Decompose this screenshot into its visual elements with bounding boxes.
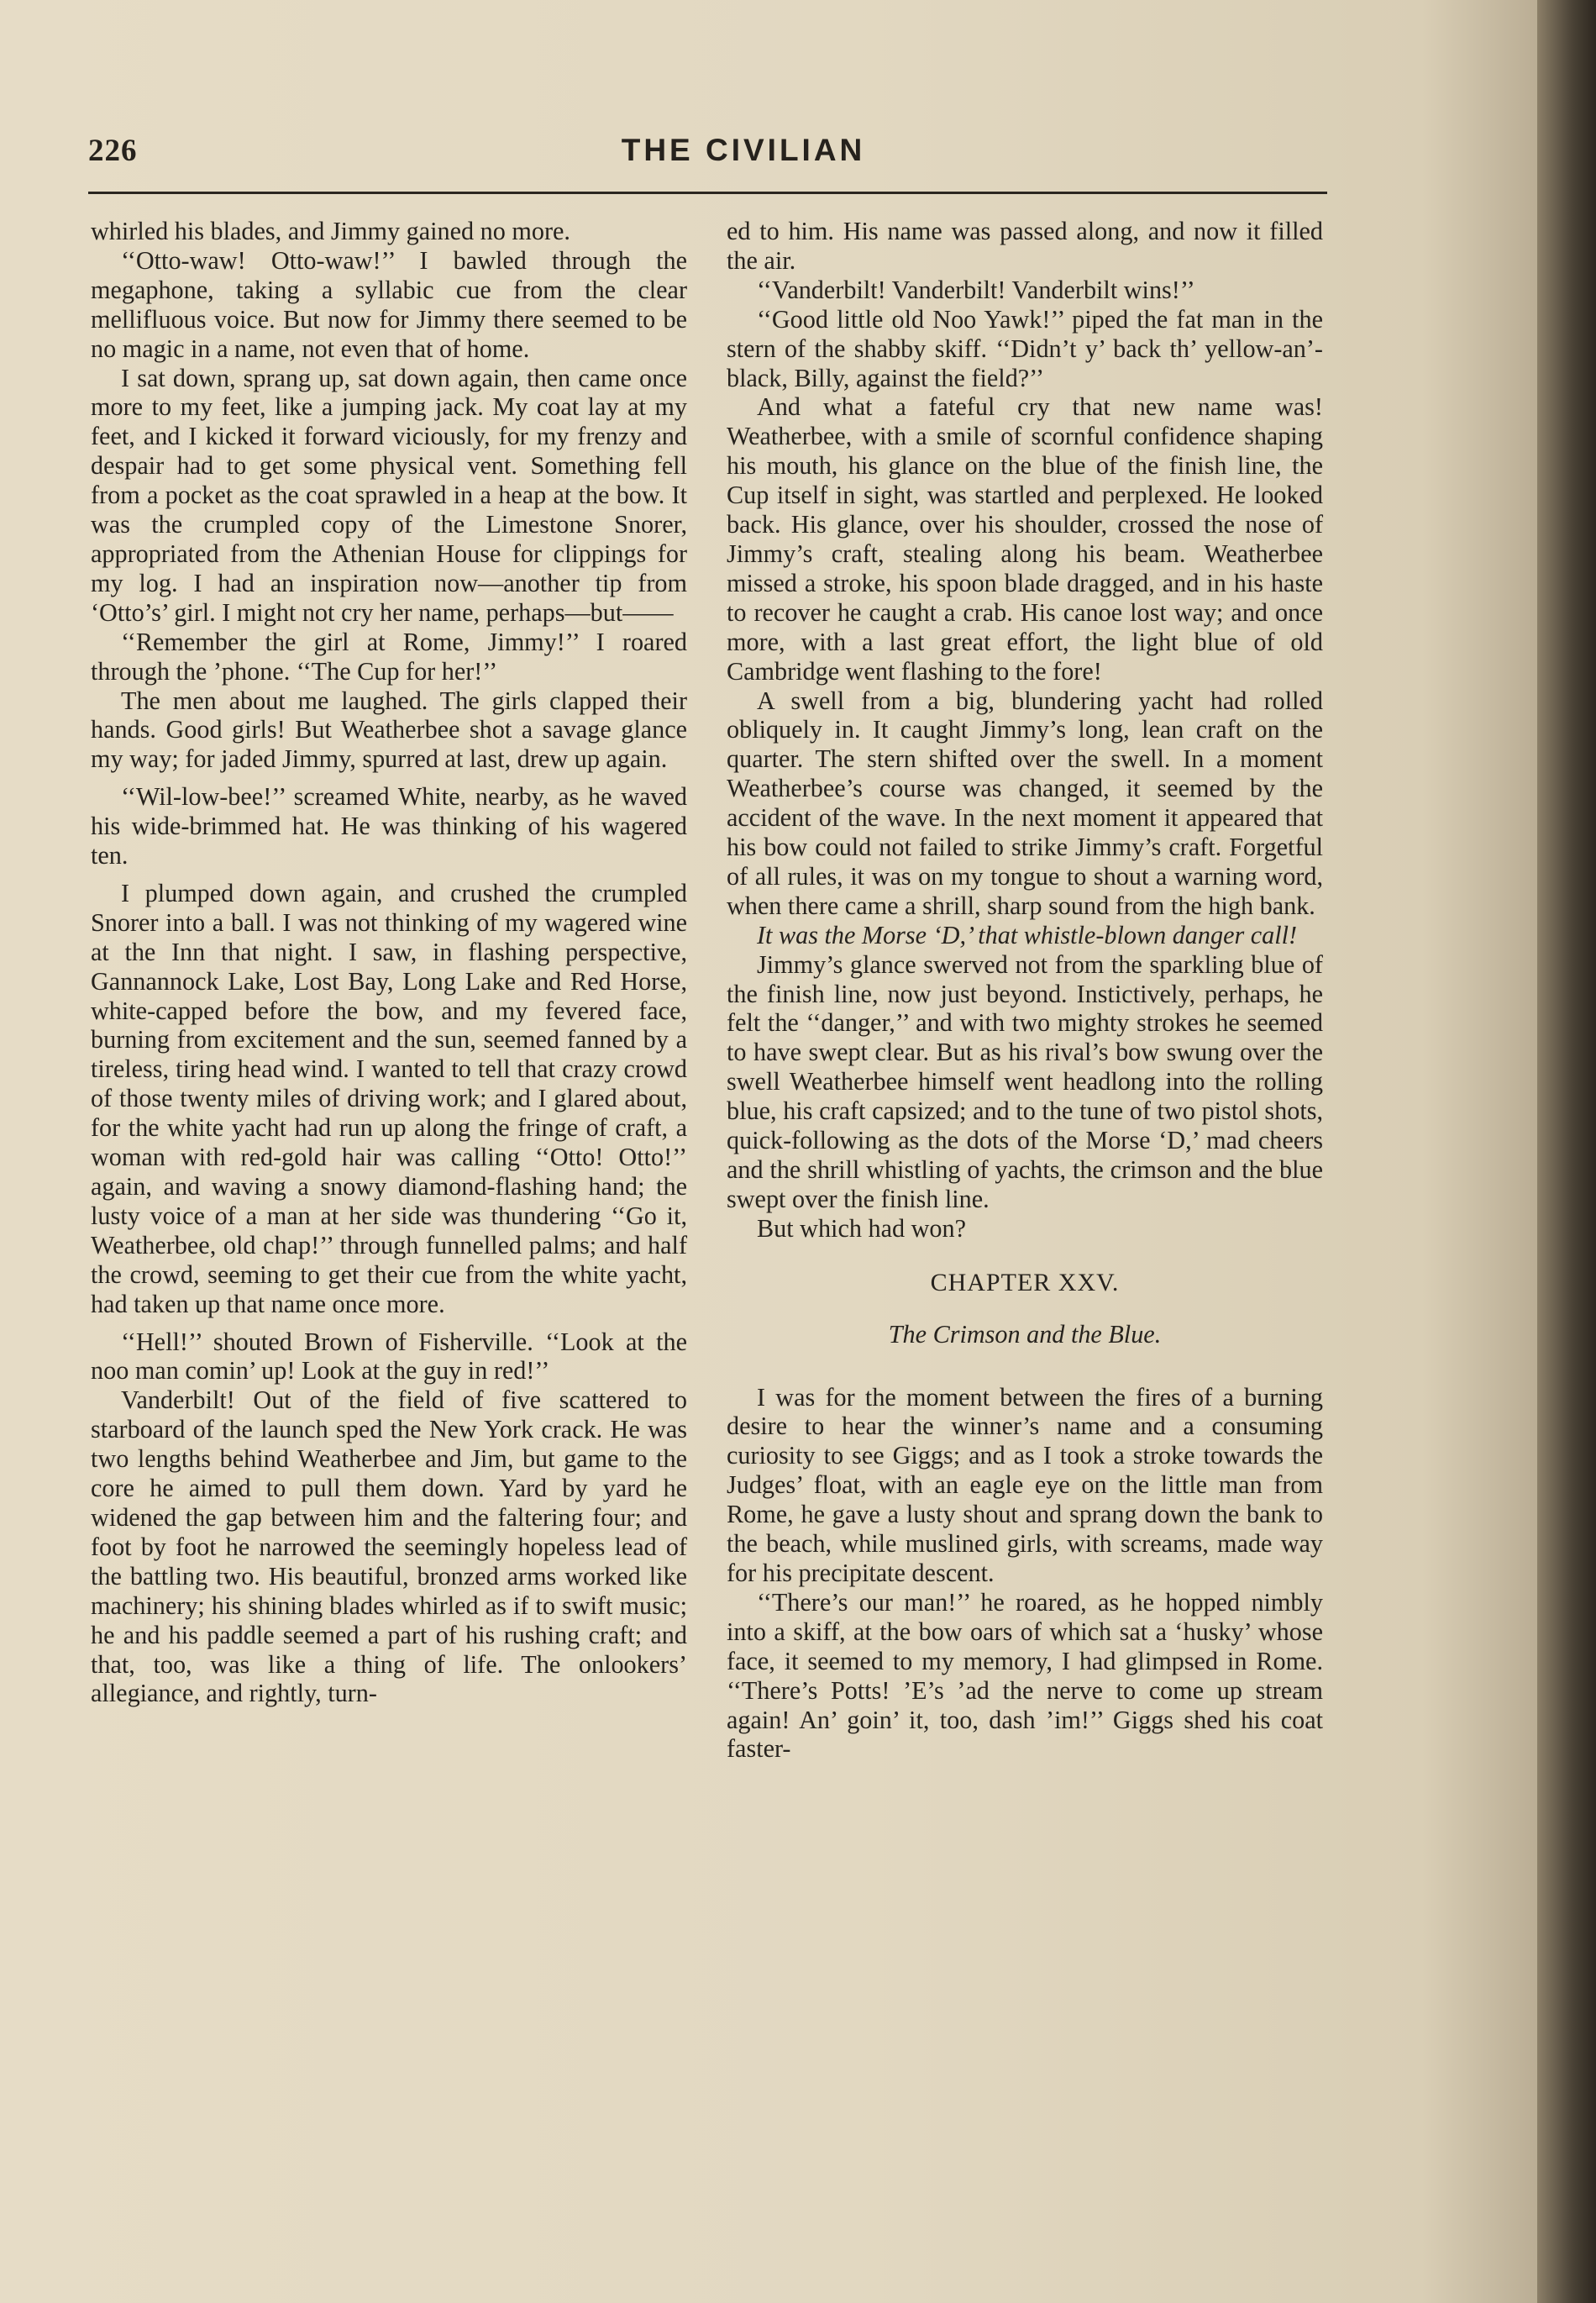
paragraph: It was the Morse ‘D,’ that whistle-blown danger call!	[757, 920, 1298, 949]
chapter-title: The Crimson and the Blue.	[888, 1319, 1162, 1349]
paragraph: Jimmy’s glance swerved not from the sparkling blue of the finish line, now just beyond. Instictively, perhaps, he felt the ‘‘danger,’’ and with two mighty strokes he seemed to have swept clear. But as his rival’s bow swung over the swell Weatherbee himself went headlong into the rolling blue, his craft capsized; and to the tune of two pistol shots, quick-following as the dots of the Morse ‘D,’ mad cheers and the shrill whistling of yachts, the crimson and the blue swept over the finish line.	[727, 949, 1323, 1213]
paragraph: I plumped down again, and crushed the crumpled Snorer into a ball. I was not thinking of my wagered wine at the Inn that night. I saw, in flashing perspective, Gannannock Lake, Lost Bay, Long Lake and Red Horse, white-capped before the bow, and my fevered face, burning from excitement and the sun, seemed fanned by a tireless, tiring head wind. I wanted to tell that crazy crowd of those twenty miles of driving work; and I glared about, for the white yacht had run up along the fringe of craft, a woman with red-gold hair was calling ‘‘Otto! Otto!’’ again, and waving a snowy diamond-flashing hand; the lusty voice of a man at her side was thundering ‘‘Go it, Weatherbee, old chap!’’ through funnelled palms; and half the crowd, seeming to get their cue from the white yacht, had taken up that name once more.	[91, 878, 687, 1318]
paragraph: ‘‘Otto-waw! Otto-waw!’’ I bawled through the megaphone, taking a syllabic cue from the clear mellifluous voice. But now for Jimmy there seemed to be no magic in a name, not even that of home.	[91, 245, 687, 363]
chapter-number: CHAPTER XXV.	[930, 1268, 1120, 1296]
running-head	[88, 133, 1331, 183]
paragraph: ‘‘Vanderbilt! Vanderbilt! Vanderbilt wins!’’	[757, 275, 1195, 304]
paragraph: I sat down, sprang up, sat down again, then came once more to my feet, like a jumping jack. My coat lay at my feet, and I kicked it forward viciously, for my frenzy and despair had to get some physical vent. Something fell from a pocket as the coat sprawled in a heap at the bow. It was the crumpled copy of the Limestone Snorer, appropriated from the Athenian House for clippings for my log. I had an inspiration now—another tip from ‘Otto’s’ girl. I might not cry her name, perhaps—but——	[91, 363, 687, 627]
paragraph: ‘‘Wil-low-bee!’’ screamed White, nearby, as he waved his wide-brimmed hat. He was thinking of his wagered ten.	[91, 782, 687, 870]
paragraph: ‘‘Remember the girl at Rome, Jimmy!’’ I roared through the ’phone. ‘‘The Cup for her!’’	[91, 627, 687, 686]
paragraph: And what a fateful cry that new name was! Weatherbee, with a smile of scornful confidence shaping his mouth, his glance on the blue of the finish line, the Cup itself in sight, was startled and perplexed. He looked back. His glance, over his shoulder, crossed the nose of Jimmy’s craft, stealing along his beam. Weatherbee missed a stroke, his spoon blade dragged, and in his haste to recover he caught a crab. His canoe lost way; and once more, with a last great effort, the light blue of old Cambridge went flashing to the fore!	[727, 392, 1323, 686]
page-number: 226	[88, 134, 138, 168]
paragraph: A swell from a big, blundering yacht had rolled obliquely in. It caught Jimmy’s long, lean craft on the quarter. The stern shifted over the swell. In a moment Weatherbee’s course was changed, it seemed by the accident of the wave. In the next moment it appeared that his bow could not failed to strike Jimmy’s craft. Forgetful of all rules, it was on my tongue to shout a warning word, when there came a shrill, sharp sound from the high bank.	[727, 686, 1323, 920]
paragraph: ed to him. His name was passed along, and now it filled the air.	[727, 217, 1323, 275]
book-spine-shadow	[1537, 0, 1596, 2303]
journal-title: THE CIVILIAN	[621, 133, 866, 167]
right-column	[727, 217, 1323, 1764]
paragraph: ‘‘Hell!’’ shouted Brown of Fisherville. ‘‘Look at the noo man comin’ up! Look at the guy in red!’’	[91, 1327, 687, 1385]
paragraph: ‘‘There’s our man!’’ he roared, as he hopped nimbly into a skiff, at the bow oars of which sat a ‘husky’ whose face, it seemed to my memory, I had glimpsed in Rome. ‘‘There’s Potts! ’E’s ’ad the nerve to come up stream again! An’ goin’ it, too, dash ’im!’’ Giggs shed his coat faster-	[727, 1587, 1323, 1764]
paragraph: The men about me laughed. The girls clapped their hands. Good girls! But Weatherbee shot a savage glance my way; for jaded Jimmy, spurred at last, drew up again.	[91, 686, 687, 774]
paragraph: Vanderbilt! Out of the field of five scattered to starboard of the launch sped the New York crack. He was two lengths behind Weatherbee and Jim, but game to the core he aimed to pull them down. Yard by yard he widened the gap between him and the faltering four; and foot by foot he narrowed the seemingly hopeless lead of the battling two. His beautiful, bronzed arms worked like machinery; his shining blades whirled as if to swift music; he and his paddle seemed a part of his rushing craft; and that, too, was like a thing of life. The onlookers’ allegiance, and rightly, turn-	[91, 1385, 687, 1708]
paragraph: whirled his blades, and Jimmy gained no more.	[91, 217, 570, 245]
header-rule	[88, 192, 1327, 194]
paragraph: But which had won?	[757, 1213, 967, 1243]
paragraph: ‘‘Good little old Noo Yawk!’’ piped the fat man in the stern of the shabby skiff. ‘‘Didn’t y’ back th’ yellow-an’-black, Billy, against the field?’’	[727, 304, 1323, 392]
paragraph: I was for the moment between the fires of a burning desire to hear the winner’s name and a consuming curiosity to see Giggs; and as I took a stroke towards the Judges’ float, with an eagle eye on the little man from Rome, he gave a lusty shout and sprang down the bank to the beach, while muslined girls, with screams, made way for his precipitate descent.	[727, 1382, 1323, 1587]
left-column	[91, 217, 687, 1708]
